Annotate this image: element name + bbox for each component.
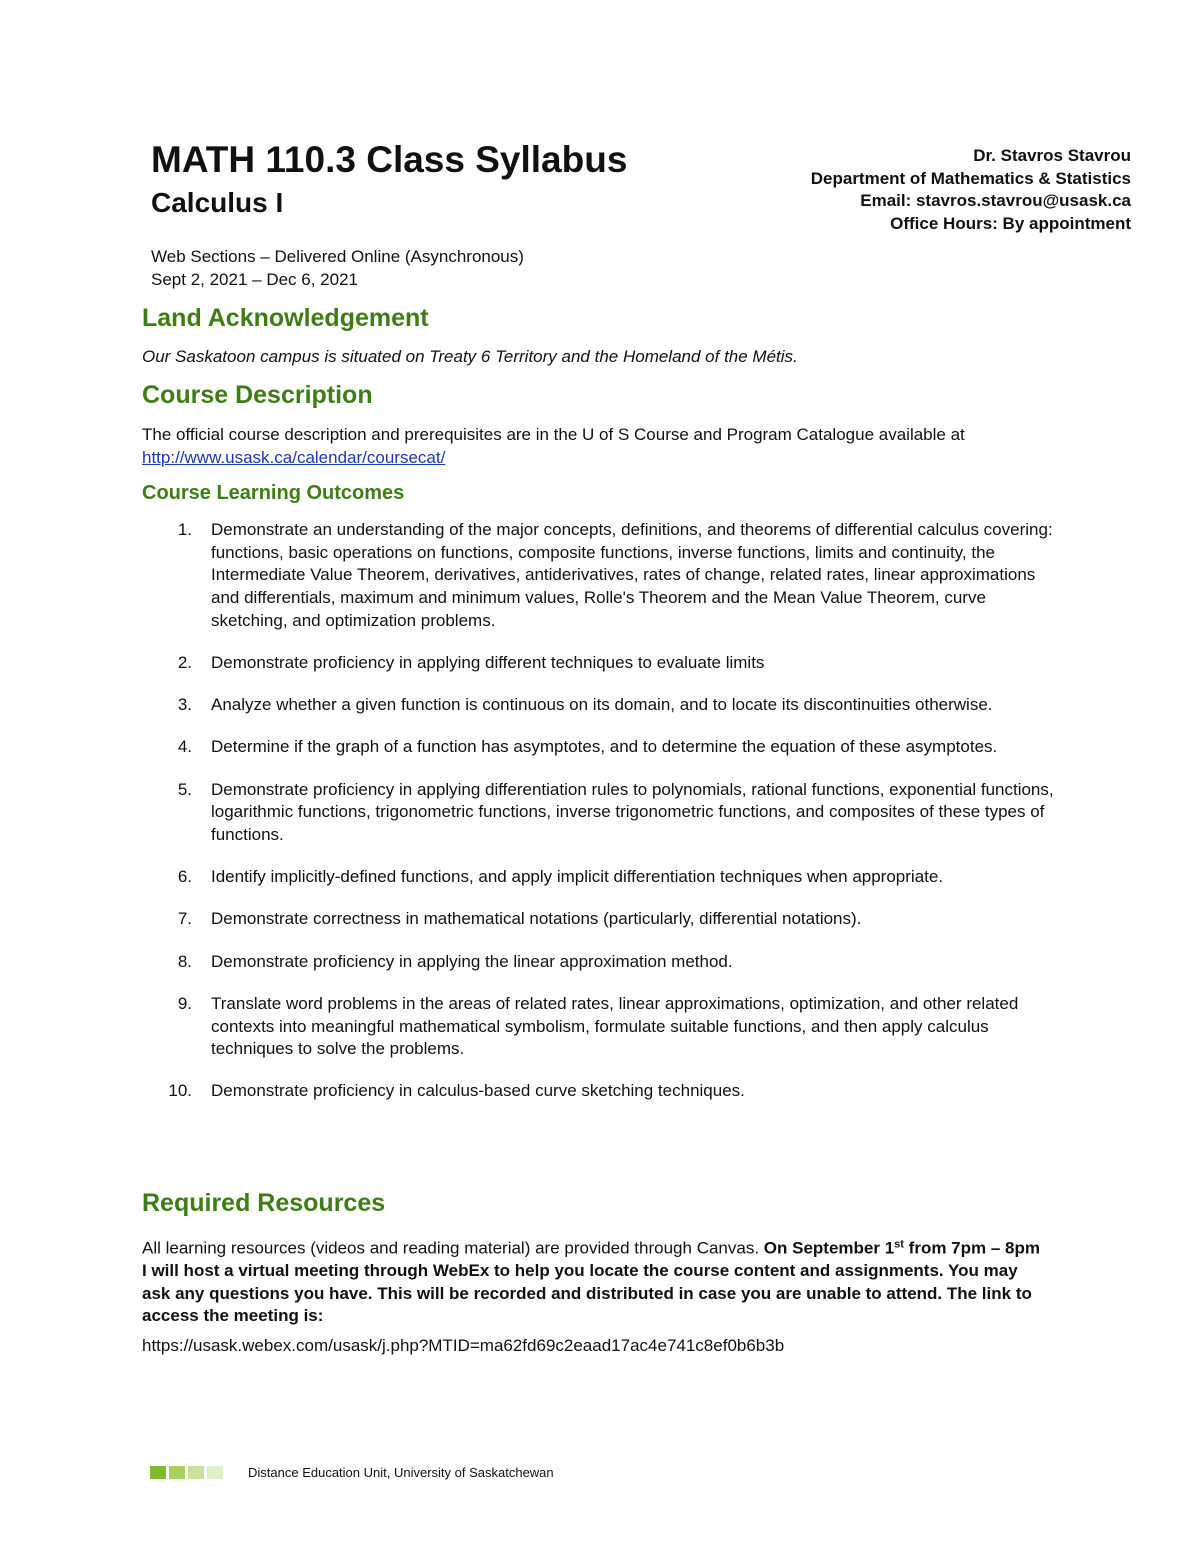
course-catalogue-link[interactable]: http://www.usask.ca/calendar/coursecat/ xyxy=(142,447,446,467)
resources-superscript: st xyxy=(894,1238,904,1250)
footer-logo-square-2 xyxy=(169,1466,185,1479)
outcome-text: Identify implicitly-defined functions, and apply implicit differentiation techniques when appropriate. xyxy=(211,867,944,887)
land-acknowledgement-text: Our Saskatoon campus is situated on Treaty 6 Territory and the Homeland of the Métis. xyxy=(142,347,798,366)
required-resources-text xyxy=(142,1233,1042,1328)
outcome-text: Demonstrate proficiency in calculus-based curve sketching techniques. xyxy=(211,1081,745,1101)
outcome-text: Demonstrate proficiency in applying different techniques to evaluate limits xyxy=(211,653,765,673)
instructor-office-hours: Office Hours: By appointment xyxy=(890,213,1131,233)
outcome-item xyxy=(142,951,1062,974)
instructor-email[interactable]: Email: stavros.stavrou@usask.ca xyxy=(860,191,1131,210)
outcome-text: Demonstrate proficiency in applying differentiation rules to polynomials, rational functions, exponential functions, logarithmic functions, trigonometric functions, inverse trigonometric functions, and composites of these types of functions. xyxy=(211,779,1054,845)
resources-plain-text: All learning resources (videos and reading material) are provided through Canvas. xyxy=(142,1238,764,1258)
footer-logo-square-3 xyxy=(188,1466,204,1479)
outcome-item xyxy=(142,779,1062,847)
land-acknowledgement-heading: Land Acknowledgement xyxy=(142,304,429,332)
outcome-number: 8. xyxy=(177,951,192,971)
meeting-link[interactable]: https://usask.webex.com/usask/j.php?MTID=ma62fd69c2eaad17ac4e741c8ef0b6b3b xyxy=(142,1336,785,1355)
outcome-text: Demonstrate proficiency in applying the linear approximation method. xyxy=(211,951,733,971)
outcome-text: Analyze whether a given function is continuous on its domain, and to locate its discontinuities otherwise. xyxy=(211,695,993,715)
footer-logo-square-1 xyxy=(150,1466,166,1479)
outcome-number: 2. xyxy=(177,653,192,673)
course-description-text xyxy=(142,424,1052,469)
outcome-number: 7. xyxy=(177,909,192,929)
required-resources-heading: Required Resources xyxy=(142,1189,386,1217)
outcome-item xyxy=(142,866,1062,889)
course-subtitle: Calculus I xyxy=(151,187,284,218)
outcome-number: 6. xyxy=(177,867,192,887)
outcome-text: Determine if the graph of a function has asymptotes, and to determine the equation of these asymptotes. xyxy=(211,737,998,757)
outcome-number: 10. xyxy=(168,1081,192,1101)
course-description-heading: Course Description xyxy=(142,381,373,409)
outcome-item xyxy=(142,908,1062,931)
outcome-number: 4. xyxy=(177,737,192,757)
outcome-number: 5. xyxy=(177,779,192,799)
outcome-item xyxy=(142,694,1062,717)
course-description-body: The official course description and prerequisites are in the U of S Course and Program Catalogue available at xyxy=(142,425,965,444)
instructor-name: Dr. Stavros Stavrou xyxy=(973,146,1131,165)
outcome-item xyxy=(142,736,1062,759)
outcome-number: 3. xyxy=(177,695,192,715)
outcome-text: Translate word problems in the areas of related rates, linear approximations, optimization, and other related contexts into meaningful mathematical symbolism, formulate suitable functions, and then apply calculus techniques to solve the problems. xyxy=(211,993,1019,1059)
web-sections: Web Sections – Delivered Online (Asynchronous) xyxy=(151,247,524,266)
outcome-item xyxy=(142,993,1062,1061)
instructor-info xyxy=(811,145,1131,235)
outcome-number: 1. xyxy=(177,520,192,539)
outcome-text: Demonstrate an understanding of the major concepts, definitions, and theorems of differential calculus covering: functions, basic operations on functions, composite functions, inverse functions, limits and continuity, the Intermediate Value Theorem, derivatives, antiderivatives, rates of change, related rates, linear approximations and differentials, maximum and minimum values, Rolle's Theorem and the Mean Value Theorem, curve sketching, and optimization problems. xyxy=(211,520,1053,630)
outcome-text: Demonstrate correctness in mathematical notations (particularly, differential notations). xyxy=(211,909,862,929)
outcome-item xyxy=(142,1080,1062,1103)
outcome-number: 9. xyxy=(177,993,192,1013)
footer xyxy=(150,1465,554,1480)
resources-bold-text-2: from 7pm – 8pm I will host a virtual meeting through WebEx to help you locate the course content and assignments. You may ask any questions you have. This will be recorded and distributed in case you are unable to attend. The link to access the meeting is: xyxy=(142,1238,1040,1326)
resources-bold-text-1: On September 1 xyxy=(763,1238,895,1258)
outcome-item xyxy=(142,652,1062,675)
footer-logo-square-4 xyxy=(207,1466,223,1479)
outcome-item xyxy=(142,519,1062,633)
course-dates: Sept 2, 2021 – Dec 6, 2021 xyxy=(151,270,358,289)
instructor-department: Department of Mathematics & Statistics xyxy=(810,168,1131,188)
learning-outcomes-list xyxy=(142,519,1062,1123)
footer-text: Distance Education Unit, University of Saskatchewan xyxy=(248,1465,554,1480)
page-title: MATH 110.3 Class Syllabus xyxy=(151,139,628,180)
learning-outcomes-heading: Course Learning Outcomes xyxy=(142,482,405,504)
course-meta xyxy=(151,245,524,291)
